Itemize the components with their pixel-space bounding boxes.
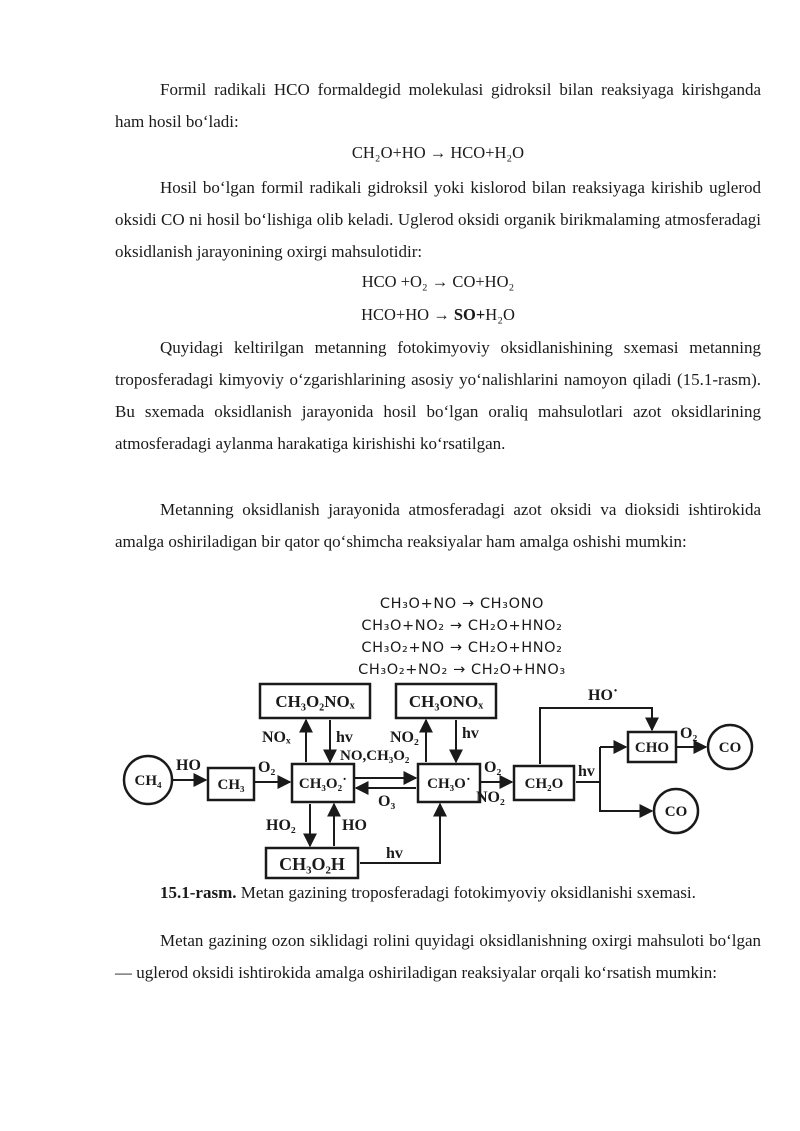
reaction-4: CH₃O₂+NO₂ → CH₂O+HNO₃ [358, 662, 566, 678]
co-bottom-label: CO [664, 804, 688, 820]
equation-2: HCO +O₂ → CO+HO₂ [361, 272, 515, 291]
ch4-label: CH₄ [134, 773, 162, 789]
o2-label-2: O₂ [484, 759, 502, 776]
hv-label-1: hv [336, 729, 353, 746]
hv-label-4: hv [386, 845, 403, 862]
ch3o2h-label: CH₃O₂H [279, 854, 345, 874]
ch3o2-label: CH₃O₂˙ [298, 776, 348, 792]
ch2o-label: CH₂O [524, 776, 564, 792]
ho-label-b: HO [342, 817, 367, 834]
figure-caption: 15.1-rasm. Metan gazining troposferadagi fotokimyoviy oksidlanishi sxemasi. [160, 883, 696, 902]
reaction-1: CH₃O+NO → CH₃ONO [379, 596, 545, 612]
o2-label-1: O₂ [258, 759, 276, 776]
no-ch3o2-label: NO,CH₃O₂ [340, 748, 410, 764]
cho-label: CHO [634, 740, 670, 756]
ho-dot-label: HO˙ [588, 687, 619, 704]
no2-label-b: NO₂ [476, 789, 505, 806]
methane-oxidation-scheme [110, 680, 760, 880]
paragraph-carbon-monoxide: Hosil bo‘lgan formil radikali gidroksil yoki kislorod bilan reaksiyaga kirishib uglerod oksidi CO ni hosil bo‘lishiga olib keladi. Uglerod oksidi organik birikmalaming atmosferadagi oksidlanish jarayonining oxirgi mahsulotidir: [115, 178, 761, 261]
ch3o-label: CH₃O˙ [427, 776, 471, 792]
no2-label: NO₂ [390, 729, 419, 746]
ch3onox-label: CH₃ONOₓ [408, 692, 484, 711]
paragraph-scheme-description: Quyidagi keltirilgan metanning fotokimyoviy oksidlanishining sxemasi metanning troposferadagi kimyoviy o‘zgarishlarining asosiy yo‘nalishlarini namoyon qiladi (15.1-rasm). Bu sxemada oksidlanish jarayonida hosil bo‘lgan oraliq mahsulotlari azot oksidlarining atmosferadagi aylanma harakatiga kirishishi ko‘rsatilgan. [115, 338, 761, 453]
equation-1: CH₂O+HO → HCO+H₂O [351, 143, 525, 162]
ho-label: HO [176, 757, 201, 774]
paragraph-formyl-radical: Formil radikali HCO formaldegid molekulasi gidroksil bilan reaksiyaga kirishganda ham hosil bo‘ladi: [115, 80, 761, 131]
paragraph-ozone-cycle: Metan gazining ozon siklidagi rolini quyidagi oksidlanishning oxirgi mahsuloti bo‘lgan — uglerod oksidi ishtirokida amalga oshiriladigan reaksiyalar orqali ko‘rsatish mumkin: [115, 931, 761, 982]
nox-label: NOₓ [262, 729, 291, 746]
hv-label-3: hv [578, 763, 595, 780]
hv-label-2: hv [462, 725, 479, 742]
ch3-label: CH₃ [217, 777, 245, 793]
co-top-label: CO [718, 740, 742, 756]
ho2-label: HO₂ [266, 817, 296, 834]
o3-label: O₃ [378, 793, 396, 810]
equation-3: HCO+HO → SO+H₂O [361, 305, 515, 324]
o2-label-3: O₂ [680, 725, 698, 742]
reaction-2: CH₃O+NO₂ → CH₂O+HNO₂ [361, 618, 563, 634]
ch3o2nox-label: CH₃O₂NOₓ [275, 692, 355, 711]
paragraph-additional-reactions: Metanning oksidlanish jarayonida atmosferadagi azot oksidi va dioksidi ishtirokida amalga oshiriladigan bir qator qo‘shimcha reaksiyalar ham amalga oshishi mumkin: [115, 500, 761, 551]
reaction-3: CH₃O₂+NO → CH₂O+HNO₂ [361, 640, 563, 656]
